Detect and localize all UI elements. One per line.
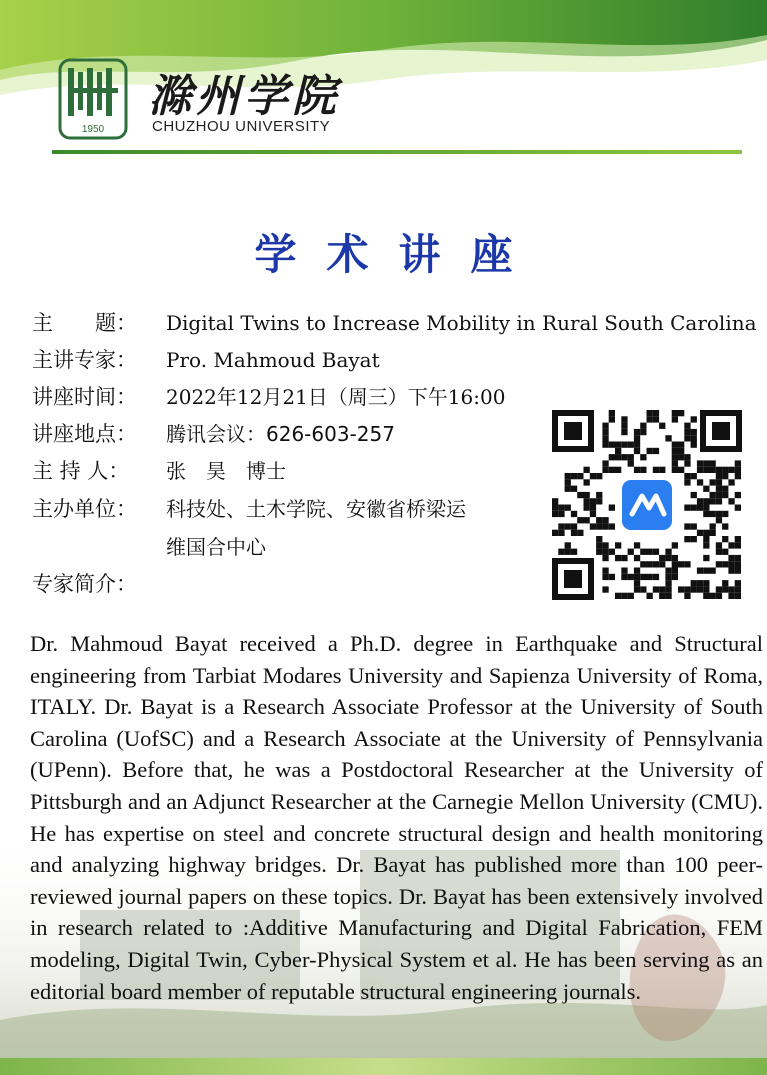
university-name-cn: 滁州学院	[148, 71, 340, 122]
field-value: 科技处、土木学院、安徽省桥梁运	[166, 497, 466, 521]
field-time	[32, 382, 505, 412]
field-label: 讲座时间：	[32, 385, 137, 409]
field-topic	[32, 308, 757, 338]
field-value: 腾讯会议：626-603-257	[166, 422, 395, 446]
university-emblem-icon	[58, 58, 128, 140]
field-bio-label	[32, 569, 166, 599]
footer-bar	[0, 1058, 767, 1075]
field-host	[32, 456, 286, 486]
emblem-year: 1950	[81, 124, 105, 135]
field-label: 讲座地点：	[32, 422, 137, 446]
field-location	[32, 419, 395, 449]
field-value: 张 昊 博士	[166, 459, 286, 483]
header-divider	[52, 150, 742, 154]
field-speaker	[32, 345, 380, 375]
field-value: Pro. Mahmoud Bayat	[166, 348, 380, 372]
field-value: Digital Twins to Increase Mobility in Rural South Carolina	[166, 311, 757, 335]
field-label: 主办单位：	[32, 497, 137, 521]
field-label: 主讲专家：	[32, 348, 137, 372]
field-organizer	[32, 494, 466, 524]
field-organizer-cont	[166, 532, 266, 562]
field-label: 主 题：	[32, 311, 137, 335]
page-title: 学术讲座	[254, 230, 543, 279]
qr-code[interactable]	[552, 410, 742, 600]
field-label: 专家简介：	[32, 572, 137, 596]
field-value: 2022年12月21日（周三）下午16:00	[166, 385, 506, 409]
field-value-cont: 维国合中心	[166, 535, 266, 559]
speaker-bio: Dr. Mahmoud Bayat received a Ph.D. degree in Earthquake and Structural engineering from Tarbiat Modares University and Sapienza University of Roma, ITALY. Dr. Bayat is a Research Associate Professor at the University of South Carolina (UofSC) and a Research Associate at the University of Pennsylvania (UPenn). Before that, he was a Postdoctoral Researcher at the University of Pittsburgh and an Adjunct Researcher at the Carnegie Mellon University (CMU). He has expertise on steel and concrete structural design and health monitoring and analyzing highway bridges. Dr. Bayat has published more than 100 peer-reviewed journal papers on these topics. Dr. Bayat has been extensively involved in research related to :Additive Manufacturing and Digital Fabrication, FEM modeling, Digital Twin, Cyber-Physical System et al. He has been serving as an editorial board member of reputable structural engineering journals.	[30, 631, 763, 1004]
university-name-en: CHUZHOU UNIVERSITY	[152, 118, 331, 135]
field-label: 主 持 人：	[32, 459, 130, 483]
